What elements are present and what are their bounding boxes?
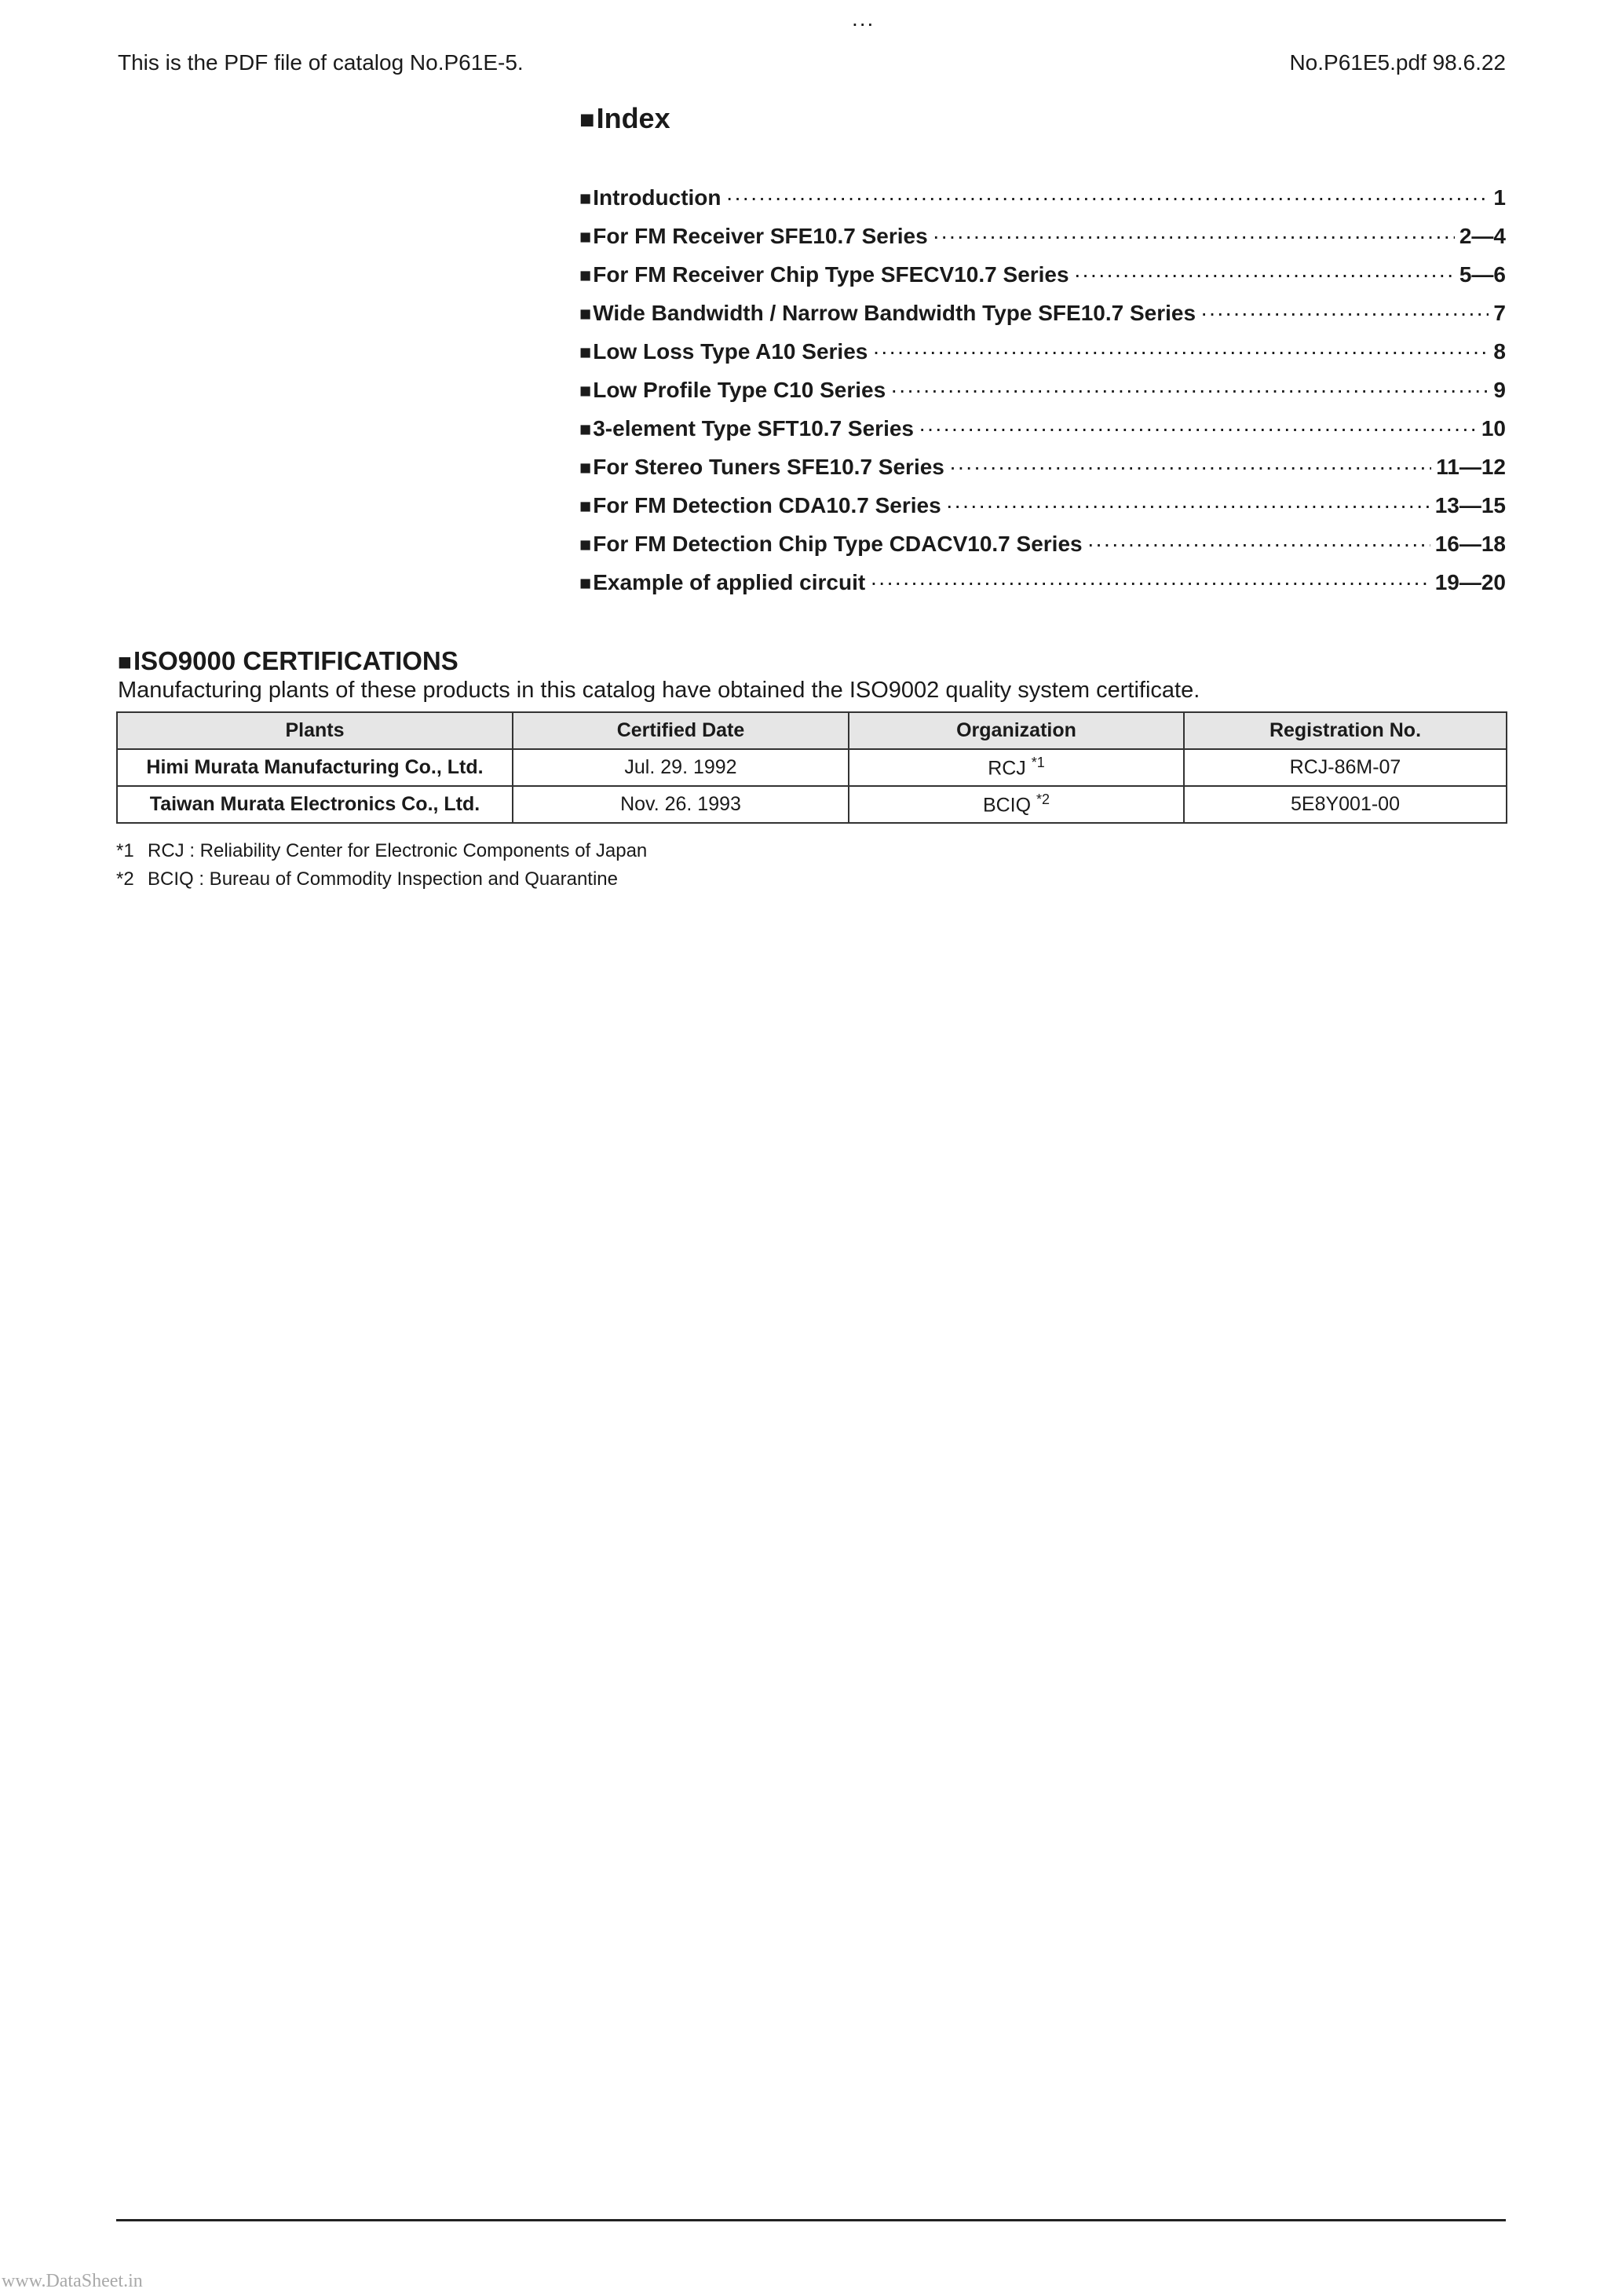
- column-header-plants: Plants: [117, 712, 513, 749]
- leader-dots: [1087, 532, 1430, 557]
- header-catalog-note: This is the PDF file of catalog No.P61E-5.: [118, 50, 524, 75]
- index-item-title: ■ For FM Receiver Chip Type SFECV10.7 Series: [579, 262, 1069, 287]
- cell-registration: 5E8Y001-00: [1184, 786, 1507, 823]
- leader-dots: [890, 378, 1489, 403]
- index-title-text: Index: [596, 102, 670, 134]
- leader-dots: [872, 339, 1489, 364]
- cell-organization: [849, 749, 1184, 786]
- index-item-page: 11—12: [1436, 455, 1506, 479]
- cell-plant: Taiwan Murata Electronics Co., Ltd.: [117, 786, 513, 823]
- index-item-page: 19—20: [1434, 570, 1506, 594]
- header-file-info: No.P61E5.pdf 98.6.22: [1289, 50, 1506, 75]
- index-item: [579, 185, 1506, 224]
- iso-description: Manufacturing plants of these products in this catalog have obtained the ISO9002 quality system certificate.: [118, 678, 1200, 703]
- index-item: [579, 570, 1506, 609]
- leader-dots: [1200, 301, 1489, 326]
- footnote-ref: *2: [1036, 792, 1050, 808]
- iso-section-title: [118, 646, 458, 676]
- index-item: [579, 262, 1506, 301]
- index-item-title: ■ 3-element Type SFT10.7 Series: [579, 416, 914, 441]
- table-row: [117, 786, 1507, 823]
- footer-rule: [116, 2219, 1506, 2221]
- index-item-page: 1: [1493, 185, 1506, 210]
- index-item: [579, 416, 1506, 455]
- index-item-title: ■ For FM Detection Chip Type CDACV10.7 Series: [579, 532, 1083, 557]
- org-name: BCIQ: [982, 794, 1032, 817]
- cell-registration: RCJ-86M-07: [1184, 749, 1507, 786]
- index-title: [579, 102, 670, 135]
- index-item: [579, 301, 1506, 339]
- leader-dots: [946, 493, 1430, 518]
- index-item-title: ■ Introduction: [579, 185, 721, 210]
- index-item: [579, 378, 1506, 416]
- index-item-title: ■ Low Loss Type A10 Series: [579, 339, 868, 364]
- footnote: [116, 868, 618, 890]
- index-item-title: ■ For FM Detection CDA10.7 Series: [579, 493, 941, 518]
- footnote-mark: *1: [116, 840, 134, 861]
- cell-plant: Himi Murata Manufacturing Co., Ltd.: [117, 749, 513, 786]
- index-item-page: 10: [1481, 416, 1506, 441]
- footnote-text: BCIQ : Bureau of Commodity Inspection and Quarantine: [148, 868, 618, 890]
- index-item: [579, 455, 1506, 493]
- cell-date: Jul. 29. 1992: [513, 749, 849, 786]
- index-item-page: 13—15: [1434, 493, 1506, 517]
- index-item: [579, 532, 1506, 570]
- watermark: www.DataSheet.in: [2, 2271, 143, 2291]
- index-item-title: ■ For FM Receiver SFE10.7 Series: [579, 224, 928, 249]
- footnote-ref: *1: [1031, 755, 1045, 771]
- table-header-row: [117, 712, 1507, 749]
- index-item-page: 5—6: [1459, 262, 1506, 287]
- index-list: [579, 185, 1506, 609]
- index-item-title: ■ Low Profile Type C10 Series: [579, 378, 886, 403]
- index-item-page: 9: [1493, 378, 1506, 402]
- column-header-organization: Organization: [849, 712, 1184, 749]
- column-header-registration-no: Registration No.: [1184, 712, 1507, 749]
- index-item-title: ■ Wide Bandwidth / Narrow Bandwidth Type SFE10.7 Series: [579, 301, 1196, 326]
- leader-dots: [919, 416, 1477, 441]
- leader-dots: [933, 224, 1455, 249]
- index-item-title: ■ Example of applied circuit: [579, 570, 865, 595]
- header-ellipsis: ...: [852, 6, 875, 31]
- footnote-mark: *2: [116, 868, 134, 890]
- footnote-text: RCJ : Reliability Center for Electronic Components of Japan: [148, 840, 648, 861]
- leader-dots: [870, 570, 1430, 595]
- footnote: [116, 840, 647, 862]
- index-item-page: 8: [1493, 339, 1506, 364]
- leader-dots: [726, 185, 1489, 210]
- cell-organization: [849, 786, 1184, 823]
- iso-title-text: ISO9000 CERTIFICATIONS: [133, 646, 458, 675]
- index-item-page: 16—18: [1434, 532, 1506, 556]
- index-item-title: ■ For Stereo Tuners SFE10.7 Series: [579, 455, 944, 480]
- column-header-certified-date: Certified Date: [513, 712, 849, 749]
- index-item: [579, 339, 1506, 378]
- index-item-page: 7: [1493, 301, 1506, 325]
- cell-date: Nov. 26. 1993: [513, 786, 849, 823]
- leader-dots: [949, 455, 1431, 480]
- index-item: [579, 224, 1506, 262]
- leader-dots: [1074, 262, 1455, 287]
- index-item-page: 2—4: [1459, 224, 1506, 248]
- org-name: RCJ: [988, 757, 1026, 780]
- table-row: [117, 749, 1507, 786]
- index-item: [579, 493, 1506, 532]
- certification-table: [116, 711, 1507, 824]
